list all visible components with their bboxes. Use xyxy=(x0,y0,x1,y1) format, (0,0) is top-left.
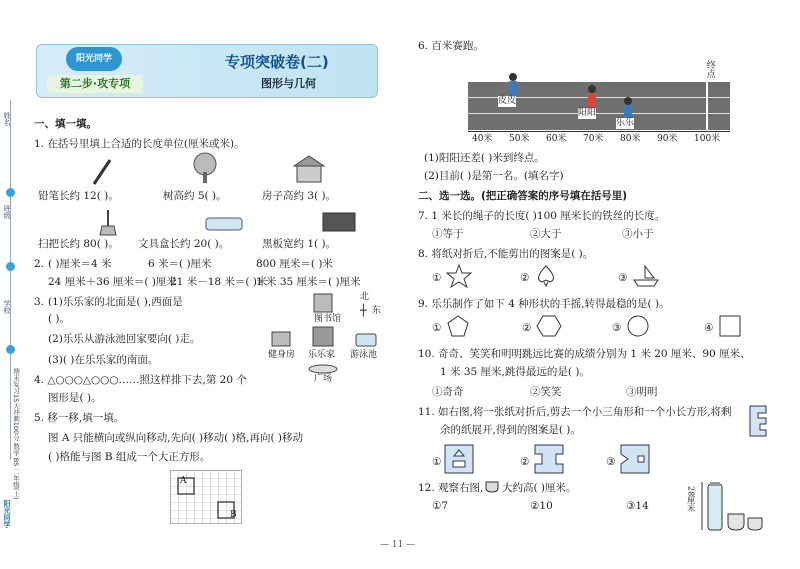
q7-option-1: ①等于 xyxy=(432,228,464,240)
runner-yangyang: 阳阳 xyxy=(578,108,597,118)
gym-icon xyxy=(270,328,292,348)
tick-60: 60米 xyxy=(546,134,567,144)
q9-option-2: ② xyxy=(522,322,532,334)
question-9: 9. 乐乐制作了如下 4 种形状的手摇,转得最稳的是( )。 xyxy=(418,298,670,310)
q2-d: 24 厘米＋36 厘米＝( )厘米 xyxy=(48,276,177,288)
cut-pattern-3-icon xyxy=(620,444,650,474)
question-5: 5. 移一移,填一填。 xyxy=(34,412,125,424)
compass-east: 东 xyxy=(372,306,382,316)
q10-option-1: ①奇奇 xyxy=(432,386,464,398)
thermos-and-cups-icon xyxy=(700,480,770,534)
question-5a: 图 A 只能横向或纵向移动,先向( )移动( )格,再向( )移动 xyxy=(48,432,304,444)
q6-part-1: (1)阳阳还差( )米到终点。 xyxy=(424,152,545,164)
page-number: — 11 — xyxy=(380,540,416,550)
pencil-case-icon xyxy=(205,216,243,232)
q7-option-2: ②大于 xyxy=(530,228,562,240)
q1-house: 房子高约 3( )。 xyxy=(262,190,337,202)
page-title: 专项突破卷(二) xyxy=(225,53,329,71)
q12-option-1: ①7 xyxy=(432,500,449,512)
map-home: 乐乐家 xyxy=(308,350,336,360)
direction-map xyxy=(268,292,384,384)
binding-line xyxy=(10,100,11,460)
tree-icon xyxy=(190,152,220,184)
question-11b: 余的纸展开,得到的图案是( )。 xyxy=(440,424,581,436)
step-badge: 第二步·攻专项 xyxy=(47,75,143,93)
q11-option-2: ② xyxy=(520,456,530,468)
question-2: 2. xyxy=(34,258,45,270)
runner-pipi-icon xyxy=(505,72,521,98)
heart-spade-shape-icon xyxy=(534,264,558,288)
cut-pattern-2-icon xyxy=(534,444,564,474)
map-pool: 游泳池 xyxy=(350,350,378,360)
q1-tree: 树高约 5( )。 xyxy=(163,190,227,202)
q3-part-1b: ( )。 xyxy=(48,313,71,325)
library-icon xyxy=(312,292,334,314)
question-6: 6. 百米赛跑。 xyxy=(418,40,484,52)
house-icon xyxy=(292,154,326,184)
finish-label: 终点 xyxy=(704,60,715,78)
question-3: 3. xyxy=(34,296,45,308)
book-info: 期末复习15天冲刺100分 数学 BS 二年级(上) xyxy=(12,368,20,500)
folded-paper-icon xyxy=(748,404,768,438)
name-label: 姓名 xyxy=(3,112,11,126)
runner-lele: 乐乐 xyxy=(616,118,635,128)
binding-dot xyxy=(6,262,15,271)
binding-dot xyxy=(6,345,15,354)
brand-mark: 阳光同学 xyxy=(3,500,11,528)
q2-f: 1 米 35 厘米＝( )厘米 xyxy=(256,276,361,288)
question-1: 1. 在括号里填上合适的长度单位(厘米或米)。 xyxy=(34,138,245,150)
square-icon xyxy=(718,314,742,338)
brand-logo: 阳光同学 xyxy=(66,47,122,71)
q10-option-3: ③明明 xyxy=(626,386,658,398)
grid-label-b: B xyxy=(230,510,237,520)
section-heading-fill: 一、填一填。 xyxy=(34,118,97,130)
cut-pattern-1-icon xyxy=(444,444,474,474)
q6-part-2: (2)目前( )是第一名。(填名字) xyxy=(424,170,564,182)
q3-part-2: (2)乐乐从游泳池回家要向( )走。 xyxy=(48,333,201,345)
q12-option-3: ③14 xyxy=(626,500,649,512)
question-8: 8. 将纸对折后,不能剪出的图案是( )。 xyxy=(418,248,594,260)
q1-pencil-case: 文具盒长约 20( )。 xyxy=(138,238,230,250)
q10-option-2: ②笑笑 xyxy=(530,386,562,398)
tick-100: 100米 xyxy=(694,134,721,144)
home-icon xyxy=(310,324,336,348)
q8-option-1: ① xyxy=(432,272,442,284)
map-square: 广场 xyxy=(314,374,333,384)
q2-b: 6 米＝( )厘米 xyxy=(148,258,212,270)
hexagon-icon xyxy=(536,314,562,338)
question-10: 10. 奇奇、笑笑和明明跳远比赛的成绩分别为 1 米 20 厘米、90 厘米、 xyxy=(418,348,751,360)
school-label: 学校 xyxy=(3,300,11,314)
broom-icon xyxy=(98,208,118,236)
q2-a: ( )厘米＝4 米 xyxy=(48,258,112,270)
question-10b: 1 米 35 厘米,跳得最远的是( )。 xyxy=(440,366,590,378)
compass-north: 北 xyxy=(360,292,370,302)
tick-80: 80米 xyxy=(620,134,641,144)
q1-pencil: 铅笔长约 12( )。 xyxy=(38,190,119,202)
pencil-icon xyxy=(90,156,114,186)
pool-icon xyxy=(354,330,378,348)
class-label: 班级 xyxy=(3,205,11,219)
star-shape-icon xyxy=(446,264,472,288)
page-subtitle: 图形与几何 xyxy=(261,77,316,90)
circle-icon xyxy=(626,314,650,338)
tick-70: 70米 xyxy=(583,134,604,144)
q9-option-4: ④ xyxy=(704,322,714,334)
pentagon-icon xyxy=(446,314,470,338)
binding-strip xyxy=(0,0,22,569)
question-12b: 大约高( )厘米。 xyxy=(502,482,577,494)
q1-broom: 扫把长约 80( )。 xyxy=(38,238,119,250)
runner-pipi: 皮皮 xyxy=(498,96,517,106)
grid-label-a: A xyxy=(180,476,187,486)
runner-yangyang-icon xyxy=(584,84,600,110)
question-11: 11. 如右图,将一张纸对折后,剪去一个小三角形和一个小长方形,将剩 xyxy=(418,406,732,418)
q2-e: 21 米－18 米＝( )米 xyxy=(170,276,268,288)
q11-option-3: ③ xyxy=(606,456,616,468)
cup-icon xyxy=(484,480,500,494)
q8-option-2: ② xyxy=(520,272,530,284)
tick-50: 50米 xyxy=(509,134,530,144)
q7-option-3: ③小于 xyxy=(622,228,654,240)
q1-blackboard: 黑板宽约 1( )。 xyxy=(262,238,337,250)
q12-option-2: ②10 xyxy=(530,500,553,512)
blackboard-icon xyxy=(322,212,356,234)
map-gym: 健身房 xyxy=(268,350,296,360)
section-heading-choose: 二、选一选。(把正确答案的序号填在括号里) xyxy=(418,190,628,202)
compass-cross: ┼ xyxy=(360,304,367,317)
tick-40: 40米 xyxy=(472,134,493,144)
question-5b: ( )格能与图 B 组成一个大正方形。 xyxy=(48,451,211,463)
q8-option-3: ③ xyxy=(618,272,628,284)
bottle-height-label: 28厘米 xyxy=(686,486,696,513)
tick-90: 90米 xyxy=(657,134,678,144)
distance-axis xyxy=(468,131,730,132)
question-12: 12. 观察右图, xyxy=(418,482,484,494)
q3-part-3: (3)( )在乐乐家的南面。 xyxy=(48,354,159,366)
square-icon xyxy=(308,364,338,374)
question-4: 4. △○○○△○○○……照这样排下去,第 20 个 xyxy=(34,374,247,386)
q11-option-1: ① xyxy=(432,456,442,468)
q3-part-1: (1)乐乐家的北面是( ),西面是 xyxy=(48,296,183,308)
binding-dot xyxy=(6,188,15,197)
question-4b: 图形是( )。 xyxy=(48,392,102,404)
boat-shape-icon xyxy=(632,264,660,288)
map-library: 图书馆 xyxy=(314,314,342,324)
q2-c: 800 厘米＝( )米 xyxy=(256,258,333,270)
q9-option-3: ③ xyxy=(612,322,622,334)
question-7: 7. 1 米长的绳子的长度( )100 厘米长的铁丝的长度。 xyxy=(418,210,666,222)
q9-option-1: ① xyxy=(432,322,442,334)
